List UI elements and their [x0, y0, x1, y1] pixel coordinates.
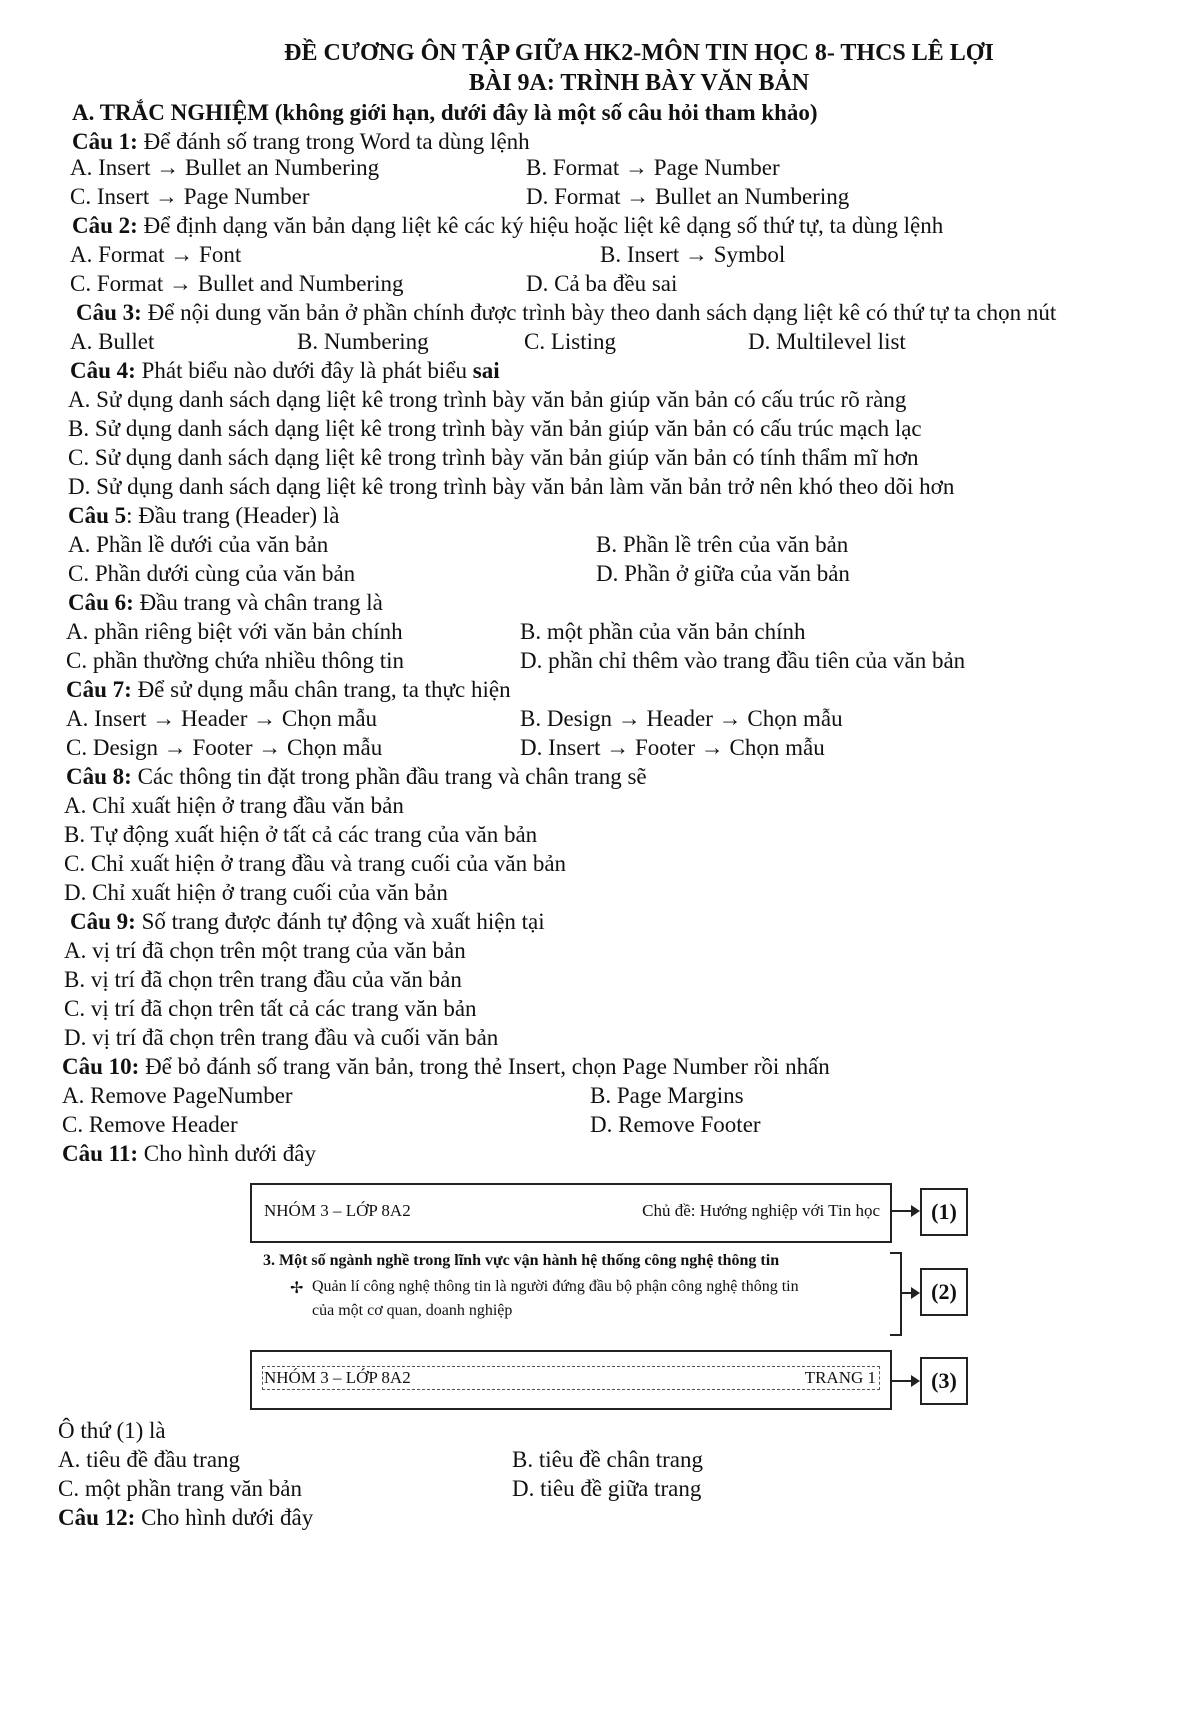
figure-bullet-icon: ✢	[290, 1280, 304, 1297]
label-3: (3)	[920, 1357, 968, 1405]
section-heading: A. TRẮC NGHIỆM (không giới hạn, dưới đây là một số câu hỏi tham khảo)	[72, 100, 818, 125]
q3-option-b: B. Numbering	[297, 329, 429, 354]
q5-option-d: D. Phần ở giữa của văn bản	[596, 561, 850, 586]
q4-option-a: A. Sử dụng danh sách dạng liệt kê trong trình bày văn bản giúp văn bản có cấu trúc rõ ràng	[68, 387, 907, 412]
question-9: Câu 9: Số trang được đánh tự động và xuất hiện tại	[70, 909, 545, 934]
q10-option-d: D. Remove Footer	[590, 1112, 761, 1137]
q11-option-a: A. tiêu đề đầu trang	[58, 1447, 241, 1472]
brace-icon	[890, 1252, 902, 1336]
q6-option-b: B. một phần của văn bản chính	[520, 619, 806, 644]
question-12: Câu 12: Cho hình dưới đây	[58, 1505, 314, 1530]
q3-option-d: D. Multilevel list	[748, 329, 906, 354]
q10-option-b: B. Page Margins	[590, 1083, 744, 1108]
lesson-title: BÀI 9A: TRÌNH BÀY VĂN BẢN	[468, 70, 810, 96]
q1-option-a: A. Insert → Bullet an Numbering	[70, 155, 380, 180]
q3-option-c: C. Listing	[524, 329, 617, 354]
figure-header-box	[250, 1183, 892, 1243]
document-title: ĐỀ CƯƠNG ÔN TẬP GIỮA HK2-MÔN TIN HỌC 8- THCS LÊ LỢI	[284, 40, 994, 66]
q11-prompt: Ô thứ (1) là	[58, 1418, 166, 1443]
q2-option-b: B. Insert → Symbol	[600, 242, 786, 267]
arrow-3-icon	[890, 1380, 918, 1382]
figure-footer-box	[250, 1350, 892, 1410]
question-10: Câu 10: Để bỏ đánh số trang văn bản, trong thẻ Insert, chọn Page Number rồi nhấn	[62, 1054, 830, 1079]
q9-option-a: A. vị trí đã chọn trên một trang của văn bản	[64, 938, 466, 963]
q10-option-a: A. Remove PageNumber	[62, 1083, 293, 1108]
question-11: Câu 11: Cho hình dưới đây	[62, 1141, 317, 1166]
q5-option-a: A. Phần lề dưới của văn bản	[68, 532, 329, 557]
figure-body-line2: của một cơ quan, doanh nghiệp	[312, 1302, 513, 1319]
question-3: Câu 3: Để nội dung văn bản ở phần chính được trình bày theo danh sách dạng liệt kê có thứ tự ta chọn nút	[76, 300, 1057, 325]
q4-option-c: C. Sử dụng danh sách dạng liệt kê trong trình bày văn bản giúp văn bản có tính thẩm mĩ hơn	[68, 445, 919, 470]
q9-option-d: D. vị trí đã chọn trên trang đầu và cuối văn bản	[64, 1025, 499, 1050]
label-1: (1)	[920, 1188, 968, 1236]
q6-option-a: A. phần riêng biệt với văn bản chính	[66, 619, 403, 644]
q7-option-d: D. Insert → Footer → Chọn mẫu	[520, 735, 825, 760]
question-7: Câu 7: Để sử dụng mẫu chân trang, ta thực hiện	[66, 677, 511, 702]
figure-header-left: NHÓM 3 – LỚP 8A2	[264, 1201, 411, 1220]
q8-option-d: D. Chỉ xuất hiện ở trang cuối của văn bản	[64, 880, 448, 905]
q5-option-c: C. Phần dưới cùng của văn bản	[68, 561, 356, 586]
q7-option-a: A. Insert → Header → Chọn mẫu	[66, 706, 378, 731]
q8-option-c: C. Chỉ xuất hiện ở trang đầu và trang cuối của văn bản	[64, 851, 567, 876]
figure-body-line1: Quản lí công nghệ thông tin là người đứng đầu bộ phận công nghệ thông tin	[312, 1278, 799, 1295]
q1-option-c: C. Insert → Page Number	[70, 184, 310, 209]
q1-option-b: B. Format → Page Number	[526, 155, 780, 180]
figure-header-right: Chủ đề: Hướng nghiệp với Tin học	[642, 1201, 880, 1220]
arrow-2-icon	[900, 1292, 918, 1294]
label-2: (2)	[920, 1268, 968, 1316]
question-1: Câu 1: Để đánh số trang trong Word ta dùng lệnh	[72, 129, 530, 154]
q8-option-b: B. Tự động xuất hiện ở tất cả các trang của văn bản	[64, 822, 538, 847]
figure-footer-left: NHÓM 3 – LỚP 8A2	[264, 1368, 411, 1387]
q3-option-a: A. Bullet	[70, 329, 155, 354]
q5-option-b: B. Phần lề trên của văn bản	[596, 532, 849, 557]
figure-footer-right: TRANG 1	[804, 1368, 876, 1387]
question-2: Câu 2: Để định dạng văn bản dạng liệt kê các ký hiệu hoặc liệt kê dạng số thứ tự, ta dùng lệnh	[72, 213, 944, 238]
q2-option-a: A. Format → Font	[70, 242, 242, 267]
q9-option-b: B. vị trí đã chọn trên trang đầu của văn bản	[64, 967, 462, 992]
q7-option-c: C. Design → Footer → Chọn mẫu	[66, 735, 383, 760]
figure-body-heading: 3. Một số ngành nghề trong lĩnh vực vận hành hệ thống công nghệ thông tin	[263, 1252, 780, 1269]
q7-option-b: B. Design → Header → Chọn mẫu	[520, 706, 843, 731]
question-8: Câu 8: Các thông tin đặt trong phần đầu trang và chân trang sẽ	[66, 764, 647, 789]
q6-option-d: D. phần chỉ thêm vào trang đầu tiên của văn bản	[520, 648, 966, 673]
q1-option-d: D. Format → Bullet an Numbering	[526, 184, 850, 209]
q9-option-c: C. vị trí đã chọn trên tất cả các trang văn bản	[64, 996, 477, 1021]
q6-option-c: C. phần thường chứa nhiều thông tin	[66, 648, 404, 673]
q4-option-b: B. Sử dụng danh sách dạng liệt kê trong trình bày văn bản giúp văn bản có cấu trúc mạch lạc	[68, 416, 922, 441]
q8-option-a: A. Chỉ xuất hiện ở trang đầu văn bản	[64, 793, 404, 818]
q11-option-d: D. tiêu đề giữa trang	[512, 1476, 702, 1501]
question-5: Câu 5: Đầu trang (Header) là	[68, 503, 340, 528]
q11-option-c: C. một phần trang văn bản	[58, 1476, 303, 1501]
q10-option-c: C. Remove Header	[62, 1112, 238, 1137]
arrow-1-icon	[890, 1210, 918, 1212]
q4-option-d: D. Sử dụng danh sách dạng liệt kê trong trình bày văn bản làm văn bản trở nên khó theo dõi hơn	[68, 474, 955, 499]
q11-option-b: B. tiêu đề chân trang	[512, 1447, 703, 1472]
question-4: Câu 4: Phát biểu nào dưới đây là phát biểu sai	[70, 358, 500, 383]
question-6: Câu 6: Đầu trang và chân trang là	[68, 590, 383, 615]
q2-option-c: C. Format → Bullet and Numbering	[70, 271, 404, 296]
q2-option-d: D. Cả ba đều sai	[526, 271, 678, 296]
